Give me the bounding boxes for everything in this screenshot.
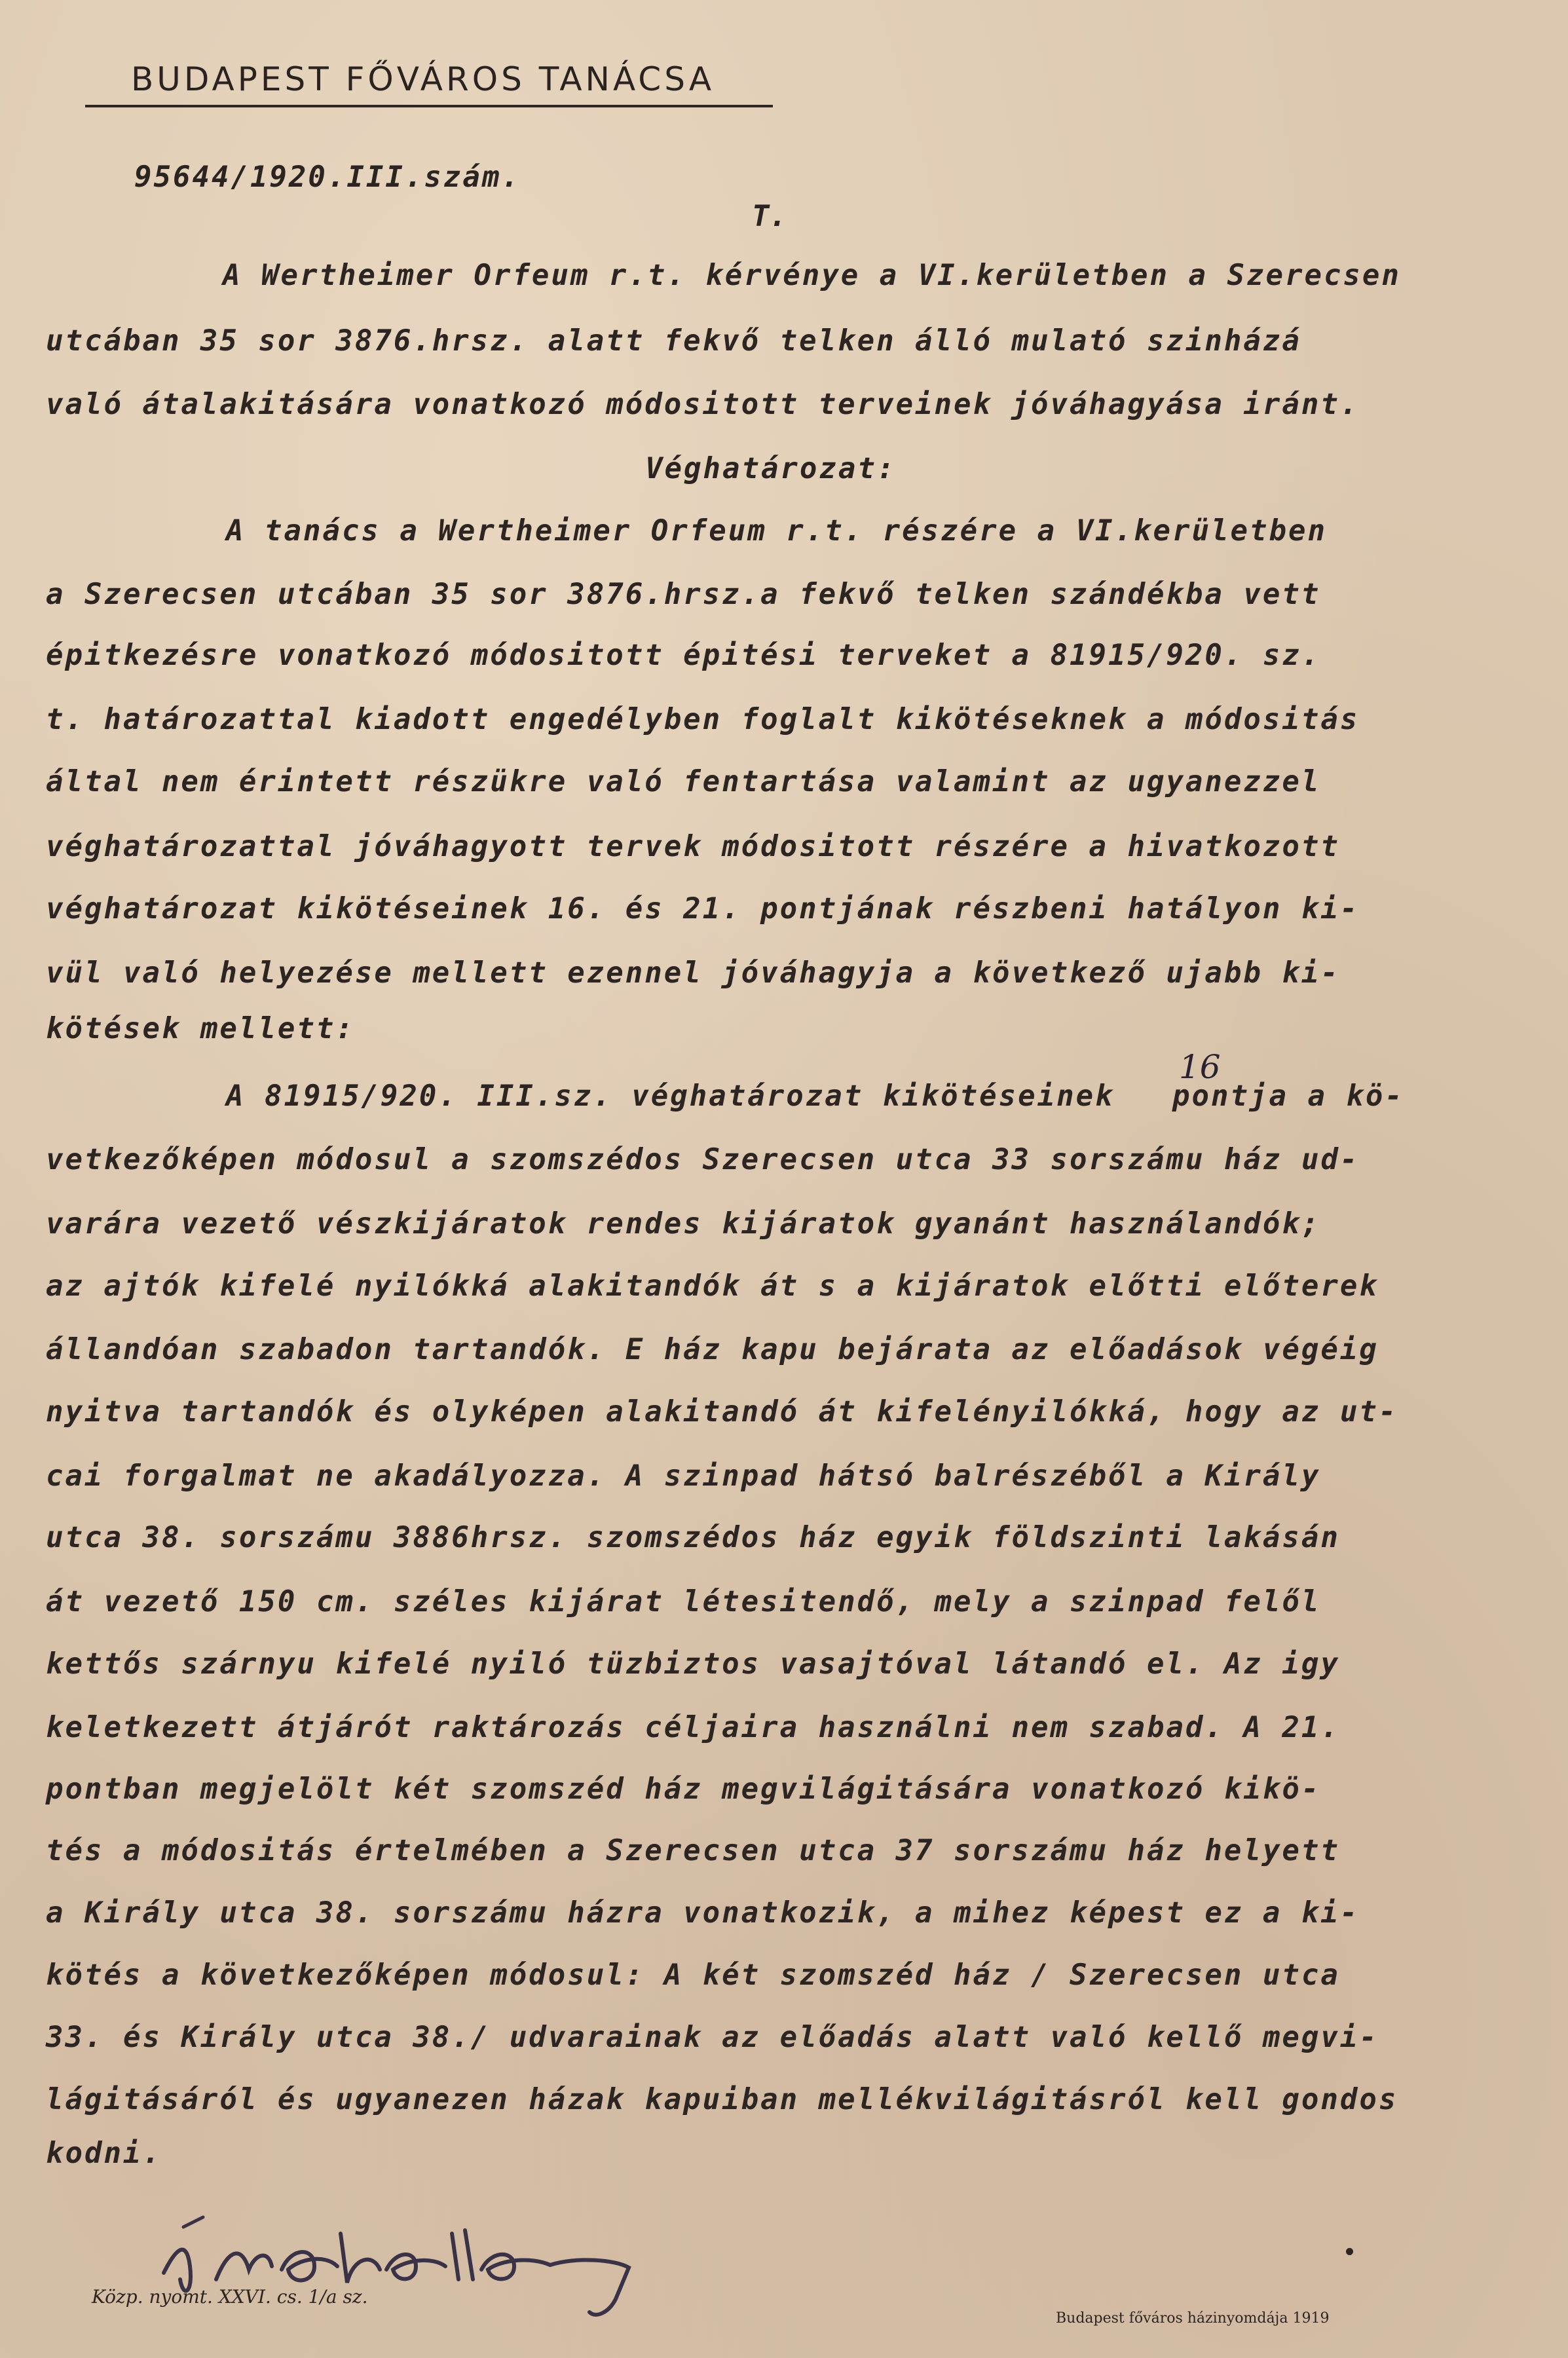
body-line: véghatározat kikötéseinek 16. és 21. pontjának részbeni hatályon ki- <box>46 892 1360 926</box>
document-mark: T. <box>752 200 787 233</box>
body-line: t. határozattal kiadott engedélyben foglalt kikötéseknek a módositás <box>46 703 1360 736</box>
body-line: cai forgalmat ne akadályozza. A szinpad hátsó balrészéből a Király <box>46 1459 1321 1493</box>
printer-imprint: Budapest főváros házinyomdája 1919 <box>1056 2310 1330 2327</box>
body-line: állandóan szabadon tartandók. E ház kapu bejárata az előadások végéig <box>46 1333 1379 1366</box>
print-form-code: Közp. nyomt. XXVI. cs. 1/a sz. <box>92 2286 368 2308</box>
body-line: át vezető 150 cm. széles kijárat létesitendő, mely a szinpad felől <box>46 1585 1321 1619</box>
body-line: a Szerecsen utcában 35 sor 3876.hrsz.a fekvő telken szándékba vett <box>46 578 1321 611</box>
letterhead: BUDAPEST FŐVÁROS TANÁCSA <box>131 60 715 98</box>
body-line: véghatározattal jóváhagyott tervek módositott részére a hivatkozott <box>46 830 1340 863</box>
handwritten-insert-mark: 16 <box>1179 1048 1221 1086</box>
body-line: 33. és Király utca 38./ udvarainak az előadás alatt való kellő megvi- <box>46 2021 1379 2054</box>
subject-line: A Wertheimer Orfeum r.t. kérvénye a VI.kerületben a Szerecsen <box>223 259 1401 292</box>
body-line: varára vezető vészkijáratok rendes kijáratok gyanánt használandók; <box>46 1207 1321 1241</box>
body-line: utca 38. sorszámu 3886hrsz. szomszédos ház egyik földszinti lakásán <box>46 1521 1340 1554</box>
body-line: kodni. <box>46 2137 162 2170</box>
body-line: az ajtók kifelé nyilókká alakitandók át s a kijáratok előtti előterek <box>46 1269 1379 1303</box>
body-line: a Király utca 38. sorszámu házra vonatkozik, a mihez képest ez a ki- <box>46 1896 1360 1930</box>
reference-number: 95644/1920.III.szám. <box>134 160 521 194</box>
subject-line: utcában 35 sor 3876.hrsz. alatt fekvő telken álló mulató szinházá <box>46 324 1301 358</box>
ink-dot <box>1346 2248 1353 2255</box>
body-line: tés a módositás értelmében a Szerecsen utca 37 sorszámu ház helyett <box>46 1834 1340 1867</box>
body-line: pontban megjelölt két szomszéd ház megvilágitására vonatkozó kikö- <box>46 1772 1321 1806</box>
resolution-heading: Véghatározat: <box>645 452 897 485</box>
body-line: vetkezőképen módosul a szomszédos Szerecsen utca 33 sorszámu ház ud- <box>46 1143 1360 1176</box>
subject-line: való átalakitására vonatkozó módositott terveinek jóváhagyása iránt. <box>46 388 1360 421</box>
body-line: által nem érintett részükre való fentartása valamint az ugyanezzel <box>46 765 1321 798</box>
body-line: nyitva tartandók és olyképen alakitandó át kifelényilókká, hogy az ut- <box>46 1395 1398 1429</box>
body-line: épitkezésre vonatkozó módositott épitési terveket a 81915/920. sz. <box>46 639 1321 672</box>
body-line: kettős szárnyu kifelé nyiló tüzbiztos vasajtóval látandó el. Az igy <box>46 1647 1340 1681</box>
body-line: keletkezett átjárót raktározás céljaira használni nem szabad. A 21. <box>46 1711 1340 1744</box>
letterhead-rule <box>85 105 773 107</box>
body-line: kötés a következőképen módosul: A két szomszéd ház / Szerecsen utca <box>46 1958 1340 1992</box>
body-line: A tanács a Wertheimer Orfeum r.t. részére a VI.kerületben <box>226 514 1327 548</box>
body-line: A 81915/920. III.sz. véghatározat kikötéseinek pontja a kö- <box>226 1079 1404 1113</box>
body-line: vül való helyezése mellett ezennel jóváhagyja a következő ujabb ki- <box>46 956 1340 990</box>
body-line: kötések mellett: <box>46 1012 355 1045</box>
body-line: lágitásáról és ugyanezen házak kapuiban mellékvilágitásról kell gondos <box>46 2083 1398 2116</box>
